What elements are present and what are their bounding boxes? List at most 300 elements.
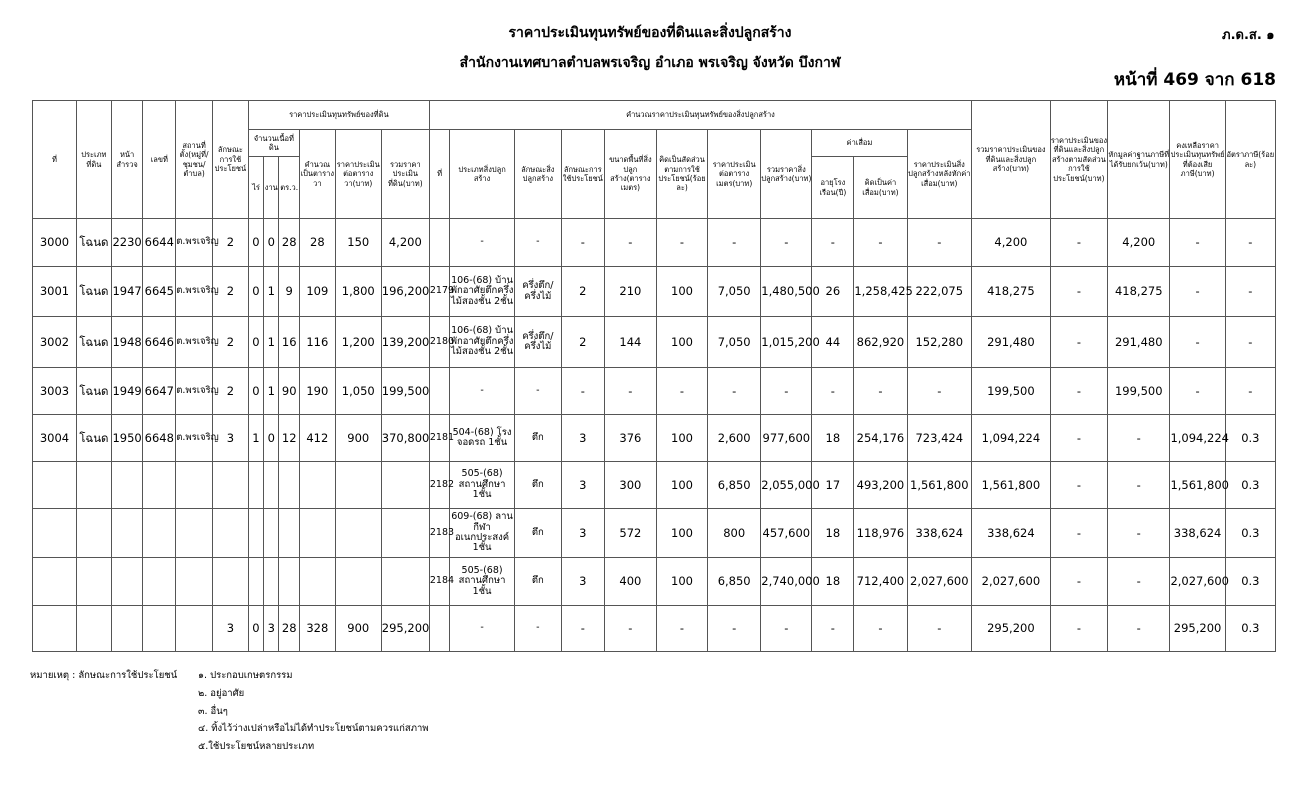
col-tax-rate: อัตราภาษี(ร้อยละ) [1225, 101, 1275, 219]
cell-land-total [381, 462, 429, 509]
cell-building-age: 18 [812, 558, 854, 606]
cell-price-per-wa [335, 558, 381, 606]
cell-tax-rate: - [1225, 368, 1275, 415]
cell-ngan: 0 [264, 219, 279, 267]
cell-building-type: 504-(68) โรงจอดรถ 1ชั้น [450, 415, 514, 462]
cell-land-type [76, 606, 111, 652]
col-building-no: ที่ [429, 130, 449, 219]
cell-no: 3000 [33, 219, 77, 267]
cell-building-kind: - [514, 606, 561, 652]
cell-usage: 2 [213, 219, 249, 267]
cell-land-total: 4,200 [381, 219, 429, 267]
cell-depreciation-amount: 254,176 [854, 415, 907, 462]
cell-price-per-wa: 900 [335, 606, 381, 652]
col-building-age: อายุโรงเรือน(ปี) [812, 157, 854, 219]
cell-depreciation-amount: - [854, 606, 907, 652]
cell-building-usage: - [561, 606, 604, 652]
cell-exempt: 4,200 [1108, 219, 1170, 267]
cell-land-total: 139,200 [381, 317, 429, 368]
col-number: เลขที่ [143, 101, 176, 219]
cell-building-kind: ครึ่งตึก/ครึ่งไม้ [514, 267, 561, 317]
cell-rai [248, 462, 263, 509]
cell-number: 6648 [143, 415, 176, 462]
cell-tax-rate: 0.3 [1225, 509, 1275, 558]
cell-sqwa: 90 [279, 368, 299, 415]
cell-ratio-total: - [1050, 509, 1107, 558]
cell-ngan [264, 558, 279, 606]
cell-building-area: 400 [604, 558, 656, 606]
cell-survey-page: 1949 [111, 368, 143, 415]
cell-price-per-wa: 900 [335, 415, 381, 462]
cell-exempt: 291,480 [1108, 317, 1170, 368]
cell-building-total: 977,600 [761, 415, 812, 462]
table-row [33, 558, 1276, 606]
cell-price-per-sqm: 7,050 [708, 267, 761, 317]
cell-rai: 1 [248, 415, 263, 462]
cell-survey-page: 2230 [111, 219, 143, 267]
cell-usage [213, 558, 249, 606]
cell-no: 3004 [33, 415, 77, 462]
cell-survey-page: 1950 [111, 415, 143, 462]
cell-building-no [429, 606, 449, 652]
assessment-table [32, 100, 1276, 652]
cell-tax-rate: 0.3 [1225, 462, 1275, 509]
cell-depreciation-amount: - [854, 368, 907, 415]
cell-building-type: - [450, 368, 514, 415]
cell-exempt: - [1108, 509, 1170, 558]
cell-usage-percent: 100 [656, 317, 707, 368]
cell-tax-rate: 0.3 [1225, 415, 1275, 462]
cell-price-per-wa: 1,200 [335, 317, 381, 368]
group-land-price: ราคาประเมินทุนทรัพย์ของที่ดิน [248, 101, 429, 130]
cell-building-age: 18 [812, 415, 854, 462]
cell-building-total: 457,600 [761, 509, 812, 558]
cell-after-depreciation: 338,624 [907, 509, 971, 558]
cell-survey-page: 1948 [111, 317, 143, 368]
cell-land-total: 199,500 [381, 368, 429, 415]
cell-usage: 2 [213, 267, 249, 317]
cell-building-age: 26 [812, 267, 854, 317]
col-building-area: ขนาดพื้นที่สิ่งปลูกสร้าง(ตารางเมตร) [604, 130, 656, 219]
cell-land-total: 196,200 [381, 267, 429, 317]
cell-building-no: 2179 [429, 267, 449, 317]
cell-net-taxable: 2,027,600 [1170, 558, 1225, 606]
cell-price-per-sqm: 2,600 [708, 415, 761, 462]
cell-calc-sqwa: 328 [299, 606, 335, 652]
cell-land-type: โฉนด [76, 415, 111, 462]
cell-building-kind: ตึก [514, 509, 561, 558]
cell-survey-page [111, 606, 143, 652]
cell-depreciation-amount: 712,400 [854, 558, 907, 606]
col-land-total: รวมราคาประเมินที่ดิน(บาท) [381, 130, 429, 219]
cell-building-type: 106-(68) บ้านพักอาศัยตึกครึ่งไม้สองชั้น 2ชั้น [450, 267, 514, 317]
cell-land-type: โฉนด [76, 317, 111, 368]
col-location: สถานที่ตั้ง(หมู่ที่/ชุมชน/ตำบล) [176, 101, 213, 219]
cell-net-taxable: - [1170, 368, 1225, 415]
cell-after-depreciation: 723,424 [907, 415, 971, 462]
cell-building-area: 300 [604, 462, 656, 509]
cell-price-per-wa [335, 509, 381, 558]
cell-building-usage: - [561, 368, 604, 415]
cell-building-kind: - [514, 368, 561, 415]
col-usage: ลักษณะการใช้ประโยชน์ [213, 101, 249, 219]
cell-ngan: 1 [264, 368, 279, 415]
cell-sqwa: 16 [279, 317, 299, 368]
cell-no [33, 462, 77, 509]
cell-rai: 0 [248, 606, 263, 652]
cell-net-taxable: 1,094,224 [1170, 415, 1225, 462]
cell-building-no: 2183 [429, 509, 449, 558]
cell-location: ต.พรเจริญ [176, 317, 213, 368]
cell-building-total: - [761, 606, 812, 652]
cell-calc-sqwa: 190 [299, 368, 335, 415]
cell-building-type: 609-(68) ลานกีฬาอเนกประสงค์ 1ชั้น [450, 509, 514, 558]
cell-exempt: - [1108, 462, 1170, 509]
cell-building-area: - [604, 219, 656, 267]
cell-price-per-wa: 1,050 [335, 368, 381, 415]
cell-exempt: 418,275 [1108, 267, 1170, 317]
cell-price-per-wa: 1,800 [335, 267, 381, 317]
cell-calc-sqwa [299, 462, 335, 509]
col-depreciation-amount: คิดเป็นค่าเสื่อม(บาท) [854, 157, 907, 219]
cell-building-kind: ตึก [514, 558, 561, 606]
cell-ratio-total: - [1050, 415, 1107, 462]
table-row [33, 462, 1276, 509]
cell-rai [248, 558, 263, 606]
cell-tax-rate: 0.3 [1225, 606, 1275, 652]
cell-calc-sqwa: 412 [299, 415, 335, 462]
cell-tax-rate: - [1225, 317, 1275, 368]
table-row [33, 317, 1276, 368]
cell-tax-rate: - [1225, 267, 1275, 317]
cell-building-usage: - [561, 219, 604, 267]
cell-calc-sqwa [299, 509, 335, 558]
cell-ratio-total: - [1050, 317, 1107, 368]
note-item: ๓. อื่นๆ [198, 706, 228, 717]
col-ngan: งาน [264, 157, 279, 219]
cell-building-no: 2180 [429, 317, 449, 368]
cell-sqwa: 28 [279, 606, 299, 652]
cell-depreciation-amount: - [854, 219, 907, 267]
col-price-per-sqm: ราคาประเมินต่อตารางเมตร(บาท) [708, 130, 761, 219]
cell-building-type: - [450, 606, 514, 652]
note-item: ๑. ประกอบเกษตรกรรม [198, 670, 293, 681]
cell-building-age: - [812, 606, 854, 652]
cell-building-area: - [604, 368, 656, 415]
cell-exempt: - [1108, 415, 1170, 462]
group-building-calc: คำนวณราคาประเมินทุนทรัพย์ของสิ่งปลูกสร้าง [429, 101, 971, 130]
cell-building-type: 505-(68) สถานศึกษา 1ชั้น [450, 558, 514, 606]
col-price-per-wa: ราคาประเมินต่อตารางวา(บาท) [335, 130, 381, 219]
cell-building-area: 572 [604, 509, 656, 558]
cell-building-kind: ตึก [514, 415, 561, 462]
cell-calc-sqwa: 28 [299, 219, 335, 267]
cell-no: 3001 [33, 267, 77, 317]
cell-rai: 0 [248, 317, 263, 368]
cell-location: ต.พรเจริญ [176, 368, 213, 415]
cell-price-per-sqm: 800 [708, 509, 761, 558]
cell-land-type [76, 558, 111, 606]
cell-ngan: 3 [264, 606, 279, 652]
cell-survey-page [111, 462, 143, 509]
cell-tax-rate: - [1225, 219, 1275, 267]
cell-ngan: 1 [264, 317, 279, 368]
cell-sqwa: 12 [279, 415, 299, 462]
cell-rai: 0 [248, 267, 263, 317]
cell-usage-percent: - [656, 368, 707, 415]
cell-usage: 3 [213, 606, 249, 652]
note-label: หมายเหตุ : ลักษณะการใช้ประโยชน์ [30, 670, 178, 681]
cell-rai: 0 [248, 368, 263, 415]
cell-net-taxable: 1,561,800 [1170, 462, 1225, 509]
col-building-kind: ลักษณะสิ่งปลูกสร้าง [514, 130, 561, 219]
table-row [33, 368, 1276, 415]
cell-price-per-wa [335, 462, 381, 509]
cell-building-no [429, 368, 449, 415]
col-building-type: ประเภทสิ่งปลูกสร้าง [450, 130, 514, 219]
cell-number [143, 606, 176, 652]
cell-price-per-sqm: - [708, 606, 761, 652]
cell-calc-sqwa: 116 [299, 317, 335, 368]
cell-sqwa [279, 462, 299, 509]
cell-building-kind: ตึก [514, 462, 561, 509]
cell-building-no: 2182 [429, 462, 449, 509]
cell-building-no [429, 219, 449, 267]
cell-ratio-total: - [1050, 462, 1107, 509]
cell-location: ต.พรเจริญ [176, 415, 213, 462]
cell-tax-rate: 0.3 [1225, 558, 1275, 606]
cell-building-area: 376 [604, 415, 656, 462]
cell-usage [213, 509, 249, 558]
cell-usage [213, 462, 249, 509]
cell-grand-total: 1,561,800 [972, 462, 1051, 509]
cell-ngan: 0 [264, 415, 279, 462]
col-calc-sqwa: คำนวณเป็นตารางวา [299, 130, 335, 219]
cell-land-type [76, 509, 111, 558]
cell-building-age: 17 [812, 462, 854, 509]
cell-after-depreciation: - [907, 219, 971, 267]
cell-building-type: - [450, 219, 514, 267]
cell-building-age: 44 [812, 317, 854, 368]
cell-grand-total: 291,480 [972, 317, 1051, 368]
cell-building-age: 18 [812, 509, 854, 558]
cell-building-total: - [761, 368, 812, 415]
col-no: ที่ [33, 101, 77, 219]
cell-price-per-sqm: - [708, 219, 761, 267]
cell-building-kind: - [514, 219, 561, 267]
cell-after-depreciation: - [907, 368, 971, 415]
cell-building-age: - [812, 219, 854, 267]
cell-location [176, 462, 213, 509]
cell-number [143, 558, 176, 606]
cell-building-type: 106-(68) บ้านพักอาศัยตึกครึ่งไม้สองชั้น 2ชั้น [450, 317, 514, 368]
cell-land-total: 370,800 [381, 415, 429, 462]
cell-grand-total: 199,500 [972, 368, 1051, 415]
cell-location: ต.พรเจริญ [176, 219, 213, 267]
cell-depreciation-amount: 862,920 [854, 317, 907, 368]
cell-land-type: โฉนด [76, 219, 111, 267]
cell-ngan [264, 462, 279, 509]
cell-no: 3002 [33, 317, 77, 368]
col-exempt: หักมูลค่าฐานภาษีที่ได้รับยกเว้น(บาท) [1108, 101, 1170, 219]
cell-exempt: - [1108, 558, 1170, 606]
cell-sqwa: 28 [279, 219, 299, 267]
cell-building-usage: 2 [561, 267, 604, 317]
cell-price-per-sqm: 6,850 [708, 462, 761, 509]
cell-rai: 0 [248, 219, 263, 267]
cell-number: 6646 [143, 317, 176, 368]
cell-ratio-total: - [1050, 606, 1107, 652]
cell-after-depreciation: 2,027,600 [907, 558, 971, 606]
cell-location [176, 509, 213, 558]
cell-rai [248, 509, 263, 558]
col-survey-page: หน้าสำรวจ [111, 101, 143, 219]
cell-land-total [381, 509, 429, 558]
cell-building-usage: 2 [561, 317, 604, 368]
cell-building-total: 1,015,200 [761, 317, 812, 368]
table-row [33, 509, 1276, 558]
cell-depreciation-amount: 118,976 [854, 509, 907, 558]
form-code: ภ.ด.ส. ๑ [1222, 28, 1275, 43]
cell-ngan: 1 [264, 267, 279, 317]
col-building-usage: ลักษณะการใช้ประโยชน์ [561, 130, 604, 219]
cell-survey-page: 1947 [111, 267, 143, 317]
cell-usage: 3 [213, 415, 249, 462]
cell-after-depreciation: 1,561,800 [907, 462, 971, 509]
cell-net-taxable: 295,200 [1170, 606, 1225, 652]
cell-ratio-total: - [1050, 219, 1107, 267]
cell-grand-total: 2,027,600 [972, 558, 1051, 606]
page-title: ราคาประเมินทุนทรัพย์ของที่ดินและสิ่งปลูกสร้าง [508, 25, 792, 41]
cell-land-type: โฉนด [76, 368, 111, 415]
cell-grand-total: 4,200 [972, 219, 1051, 267]
cell-number: 6647 [143, 368, 176, 415]
cell-sqwa [279, 558, 299, 606]
cell-price-per-sqm: 7,050 [708, 317, 761, 368]
cell-land-total [381, 558, 429, 606]
col-net-taxable: คงเหลือราคาประเมินทุนทรัพย์ที่ต้องเสียภาษี(บาท) [1170, 101, 1225, 219]
cell-building-total: 1,480,500 [761, 267, 812, 317]
cell-after-depreciation: 152,280 [907, 317, 971, 368]
col-ratio-total: ราคาประเมินของที่ดินและสิ่งปลูกสร้างตามสัดส่วนการใช้ประโยชน์(บาท) [1050, 101, 1107, 219]
cell-no [33, 606, 77, 652]
cell-no [33, 558, 77, 606]
table-row [33, 606, 1276, 652]
cell-building-area: 144 [604, 317, 656, 368]
cell-number [143, 462, 176, 509]
cell-sqwa [279, 509, 299, 558]
cell-no: 3003 [33, 368, 77, 415]
cell-usage-percent: 100 [656, 415, 707, 462]
cell-calc-sqwa [299, 558, 335, 606]
cell-building-usage: 3 [561, 462, 604, 509]
cell-grand-total: 295,200 [972, 606, 1051, 652]
note-item: ๒. อยู่อาศัย [198, 688, 245, 699]
cell-location: ต.พรเจริญ [176, 267, 213, 317]
table-row [33, 219, 1276, 267]
cell-no [33, 509, 77, 558]
cell-calc-sqwa: 109 [299, 267, 335, 317]
cell-usage-percent: 100 [656, 462, 707, 509]
cell-building-total: - [761, 219, 812, 267]
cell-net-taxable: - [1170, 267, 1225, 317]
cell-building-usage: 3 [561, 415, 604, 462]
cell-building-type: 505-(68) สถานศึกษา 1ชั้น [450, 462, 514, 509]
group-depreciation: ค่าเสื่อม [812, 130, 907, 157]
cell-building-area: - [604, 606, 656, 652]
cell-price-per-sqm: - [708, 368, 761, 415]
cell-ratio-total: - [1050, 558, 1107, 606]
cell-after-depreciation: 222,075 [907, 267, 971, 317]
cell-usage-percent: - [656, 606, 707, 652]
col-after-depreciation: ราคาประเมินสิ่งปลูกสร้างหลังหักค่าเสื่อม(บาท) [907, 130, 971, 219]
cell-sqwa: 9 [279, 267, 299, 317]
cell-building-usage: 3 [561, 558, 604, 606]
cell-number: 6644 [143, 219, 176, 267]
cell-location [176, 558, 213, 606]
cell-usage-percent: 100 [656, 509, 707, 558]
cell-depreciation-amount: 1,258,425 [854, 267, 907, 317]
cell-number: 6645 [143, 267, 176, 317]
cell-land-total: 295,200 [381, 606, 429, 652]
cell-building-kind: ครึ่งตึก/ครึ่งไม้ [514, 317, 561, 368]
col-land-type: ประเภทที่ดิน [76, 101, 111, 219]
cell-net-taxable: - [1170, 219, 1225, 267]
cell-number [143, 509, 176, 558]
col-building-total: รวมราคาสิ่งปลูกสร้าง(บาท) [761, 130, 812, 219]
cell-building-age: - [812, 368, 854, 415]
cell-location [176, 606, 213, 652]
cell-ratio-total: - [1050, 267, 1107, 317]
cell-price-per-sqm: 6,850 [708, 558, 761, 606]
cell-exempt: - [1108, 606, 1170, 652]
cell-usage: 2 [213, 368, 249, 415]
table-row [33, 415, 1276, 462]
cell-building-area: 210 [604, 267, 656, 317]
cell-depreciation-amount: 493,200 [854, 462, 907, 509]
page-info: หน้าที่ 469 จาก 618 [1113, 70, 1276, 90]
cell-building-total: 2,055,000 [761, 462, 812, 509]
cell-exempt: 199,500 [1108, 368, 1170, 415]
cell-building-usage: 3 [561, 509, 604, 558]
col-usage-percent: คิดเป็นสัดส่วนตามการใช้ประโยชน์(ร้อยละ) [656, 130, 707, 219]
cell-survey-page [111, 558, 143, 606]
cell-grand-total: 1,094,224 [972, 415, 1051, 462]
cell-grand-total: 418,275 [972, 267, 1051, 317]
cell-grand-total: 338,624 [972, 509, 1051, 558]
office-subtitle: สำนักงานเทศบาลตำบลพรเจริญ อำเภอ พรเจริญ จังหวัด บึงกาฬ [459, 55, 841, 71]
cell-usage-percent: 100 [656, 267, 707, 317]
cell-survey-page [111, 509, 143, 558]
cell-land-type [76, 462, 111, 509]
group-land-area: จำนวนเนื้อที่ดิน [248, 130, 299, 157]
cell-building-total: 2,740,000 [761, 558, 812, 606]
table-row [33, 267, 1276, 317]
cell-usage-percent: - [656, 219, 707, 267]
note-item: ๔. ทิ้งไว้ว่างเปล่าหรือไม่ได้ทำประโยชน์ตามควรแก่สภาพ [198, 723, 429, 734]
cell-net-taxable: 338,624 [1170, 509, 1225, 558]
cell-building-no: 2184 [429, 558, 449, 606]
col-sqwa: ตร.ว. [279, 157, 299, 219]
cell-ngan [264, 509, 279, 558]
cell-net-taxable: - [1170, 317, 1225, 368]
cell-price-per-wa: 150 [335, 219, 381, 267]
note-item: ๕.ใช้ประโยชน์หลายประเภท [198, 741, 315, 752]
cell-after-depreciation: - [907, 606, 971, 652]
cell-ratio-total: - [1050, 368, 1107, 415]
cell-building-no: 2181 [429, 415, 449, 462]
cell-usage: 2 [213, 317, 249, 368]
